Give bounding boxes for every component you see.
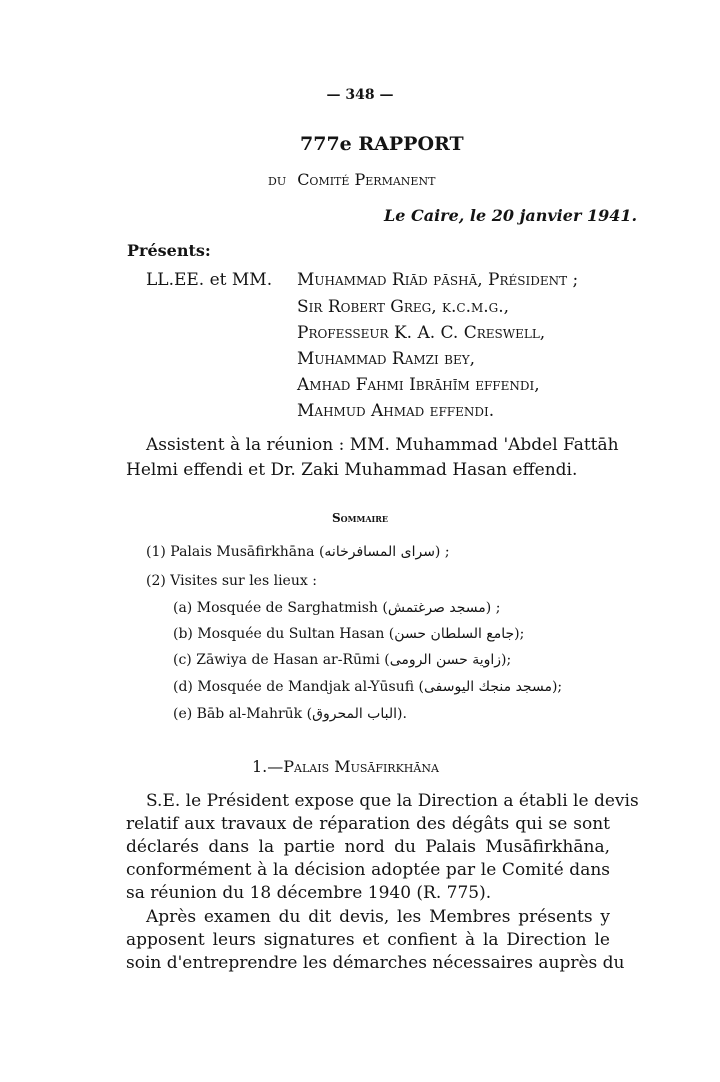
sommaire-item-1: (1) Palais Musāfirkhāna (سراى المسافرخانه) ; [146,544,450,560]
paragraph-1-line-4: conformément à la décision adoptée par le Comité dans [126,860,610,880]
paragraph-1-line-3: déclarés dans la partie nord du Palais Musāfirkhāna, [126,837,610,857]
item-number: (2) [146,573,166,589]
subitem-number: (d) [173,679,193,695]
sommaire-subitem-d: (d) Mosquée de Mandjak al-Yūsufi (مسجد منجك اليوسفى); [173,679,563,695]
subitem-end: ; [506,652,512,668]
paragraph-2-line-2: apposent leurs signatures et confient à la Direction le [126,930,610,950]
subitem-end: . [402,706,407,722]
presents-intro: LL.EE. et MM. [146,270,273,290]
sommaire-subitem-b: (b) Mosquée du Sultan Hasan (جامع السلطان حسن); [173,626,525,642]
subitem-arabic: الباب المحروق [312,706,398,722]
assistants-line-1: Assistent à la réunion : MM. Muhammad 'Abdel Fattāh [146,435,619,455]
paragraph-1-line-1: S.E. le Président expose que la Direction a établi le devis [146,791,639,811]
presents-label: Présents: [127,241,211,260]
member-1: Muhammad Riād pāshā, Président ; [297,270,579,290]
report-subtitle [268,170,435,189]
subitem-end: ; [495,600,501,616]
paragraph-1-line-2: relatif aux travaux de réparation des dégâts qui se sont [126,814,610,834]
subitem-arabic: مسجد صرغتمش [387,600,486,616]
section-heading: 1.—Palais Musāfirkhāna [252,757,439,776]
paragraph-1-line-5: sa réunion du 18 décembre 1940 (R. 775). [126,883,492,903]
sommaire-subitem-a: (a) Mosquée de Sarghatmish (مسجد صرغتمش) ; [173,600,501,616]
subitem-number: (b) [173,626,193,642]
sommaire-subitem-c: (c) Zāwiya de Hasan ar-Rūmi (زاوية حسن الرومى); [173,652,512,668]
item-arabic: سراى المسافرخانه [324,544,435,560]
member-3: Professeur K. A. C. Creswell, [297,323,546,343]
item-number: (1) [146,544,166,560]
assistants-line-2: Helmi effendi et Dr. Zaki Muhammad Hasan effendi. [126,460,578,480]
item-end: ; [444,544,450,560]
subitem-arabic: زاوية حسن الرومى [389,652,502,668]
subitem-text: Mosquée de Mandjak al-Yūsufi [197,679,415,695]
subitem-arabic: جامع السلطان حسن [394,626,515,642]
paragraph-2-line-1: Après examen du dit devis, les Membres présents y [146,907,610,927]
subtitle-du: du [268,170,287,189]
subitem-number: (e) [173,706,193,722]
member-4: Muhammad Ramzi bey, [297,349,476,369]
subitem-text: Mosquée de Sarghatmish [196,600,378,616]
page-number: — 348 — [326,87,394,103]
subitem-end: ; [557,679,563,695]
subitem-text: Zāwiya de Hasan ar-Rūmi [196,652,380,668]
sommaire-subitem-e: (e) Bāb al-Mahrūk (الباب المحروق). [173,706,407,722]
subitem-text: Bāb al-Mahrūk [196,706,303,722]
subitem-arabic: مسجد منجك اليوسفى [424,679,552,695]
place-date: Le Caire, le 20 janvier 1941. [384,206,638,225]
subitem-number: (c) [173,652,192,668]
subitem-text: Mosquée du Sultan Hasan [197,626,385,642]
sommaire-title: Sommaire [331,511,389,525]
report-title: 777e RAPPORT [300,133,464,155]
item-text: Visites sur les lieux : [170,573,317,589]
member-2: Sir Robert Greg, k.c.m.g., [297,297,510,317]
member-5: Amhad Fahmi Ibrāhīm effendi, [297,375,540,395]
item-text: Palais Musāfirkhāna [170,544,315,560]
sommaire-item-2 [146,573,317,589]
member-6: Mahmud Ahmad effendi. [297,401,495,421]
subitem-number: (a) [173,600,193,616]
subitem-end: ; [519,626,525,642]
subtitle-committee: Comité Permanent [297,170,436,189]
paragraph-2-line-3: soin d'entreprendre les démarches nécessaires auprès du [126,953,625,973]
